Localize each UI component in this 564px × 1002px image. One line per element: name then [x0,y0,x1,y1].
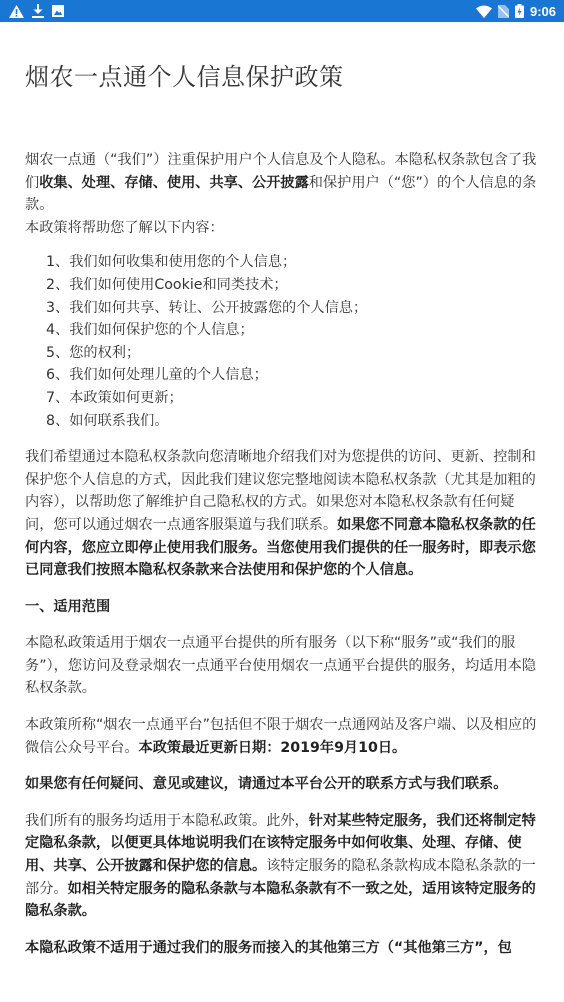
battery-icon [515,4,524,18]
page-title: 烟农一点通个人信息保护政策 [25,63,344,91]
image-icon [52,5,64,17]
intro-text-bold: 收集、处理、存储、使用、共享、公开披露 [39,174,309,191]
intro-text-c: 和保护用户（“您”）的个人信息的条款。 [25,174,537,214]
status-bar [0,0,564,22]
status-bar-left [0,4,64,18]
no-sim-icon [498,5,509,18]
toc-item: 5、您的权利； [46,344,141,361]
third-party-text: 本隐私政策不适用于通过我们的服务而接入的其他第三方（“其他第三方”，包 [25,939,512,956]
hope-paragraph [25,446,539,582]
section-heading-scope: 一、适用范围 [25,598,111,615]
platform-paragraph [25,714,539,759]
wifi-icon [476,5,492,18]
special-text-d: 如相关特定服务的隐私条款与本隐私条款有不一致之处，适用该特定服务的隐私条款。 [25,880,536,920]
intro-summary: 本政策将帮助您了解以下内容： [25,219,224,236]
table-of-contents [25,251,539,432]
toc-item: 2、我们如何使用Cookie和同类技术； [46,276,288,293]
toc-item: 7、本政策如何更新； [46,389,183,406]
intro-text-a: 烟农一点通（“我们”）注重保护用户个人信息及个人隐私。本隐私权条款包含了我们 [25,152,537,191]
toc-item: 6、我们如何处理儿童的个人信息； [46,367,268,384]
toc-item: 4、我们如何保护您的个人信息； [46,322,254,339]
intro-paragraph [25,149,539,217]
toc-item: 3、我们如何共享、转让、公开披露您的个人信息； [46,299,368,316]
hope-text: 我们希望通过本隐私权条款向您清晰地介绍我们对为您提供的访问、更新、控制和保护您个人信息的方式，因此我们建议您完整地阅读本隐私权条款（尤其是加粗的内容），以帮助您了解维护自己隐私权的方式。如果您对本隐私权条款有任何疑问，您可以通过烟农一点通客服渠道与我们联系。 [25,449,536,533]
hope-text-bold: 如果您不同意本隐私权条款的任何内容，您应立即停止使用我们服务。当您使用我们提供的任一服务时，即表示您已同意我们按照本隐私权条款来合法使用和保护您的个人信息。 [25,516,536,579]
third-party-paragraph [25,937,539,960]
download-icon [32,4,44,18]
status-bar-right [476,4,564,19]
scope-paragraph: 本隐私政策适用于烟农一点通平台提供的所有服务（以下称“服务”或“我们的服务”），您访问及登录烟农一点通平台使用烟农一点通平台提供的服务，均适用本隐私权条款。 [25,635,537,697]
special-service-paragraph [25,810,539,923]
contact-text: 如果您有任何疑问、意见或建议，请通过本平台公开的联系方式与我们联系。 [25,776,508,793]
platform-text: 本政策所称“烟农一点通平台”包括但不限于烟农一点通网站及客户端、以及相应的微信公众号平台。 [25,717,537,756]
toc-item: 8、如何联系我们。 [46,412,169,429]
special-text-b: 针对某些特定服务，我们还将制定特定隐私条款，以便更具体地说明我们在该特定服务中如何收集、处理、存储、使用、共享、公开披露和保护您的信息。 [25,812,536,875]
contact-paragraph [25,773,539,796]
status-time: 9:06 [529,3,556,19]
update-date: 本政策最近更新日期：2019年9月10日。 [138,739,407,756]
special-text-c: 该特定服务的隐私条款构成本隐私条款的一部分。 [25,858,536,897]
special-text-a: 我们所有的服务均适用于本隐私政策。此外， [25,812,309,829]
toc-item: 1、我们如何收集和使用您的个人信息； [46,254,297,271]
warning-icon [9,5,24,18]
policy-content[interactable] [25,22,539,959]
